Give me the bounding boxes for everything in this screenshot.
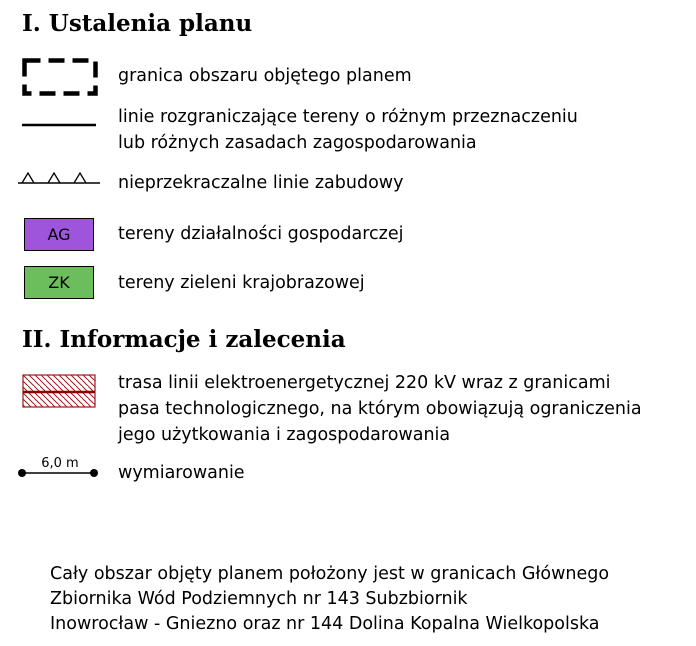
- ag-zone-swatch: AG: [24, 218, 94, 251]
- legend-label-boundary: granica obszaru objętego planem: [118, 66, 412, 86]
- dimension-line-icon: [14, 452, 104, 484]
- note-line-2: Zbiornika Wód Podziemnych nr 143 Subzbiornik: [50, 589, 468, 609]
- dimension-text: 6,0 m: [41, 456, 79, 471]
- legend-label-power-line-3: jego użytkowania i zagospodarowania: [118, 425, 451, 445]
- legend-label-ag: tereny działalności gospodarczej: [118, 224, 404, 244]
- dashed-rectangle-boundary-icon: [20, 56, 100, 100]
- legend-label-power-line-2: pasa technologicznego, na którym obowiązują ograniczenia: [118, 399, 642, 419]
- section-1-title: I. Ustalenia planu: [22, 10, 253, 37]
- legend-label-dividing-lines-2: lub różnych zasadach zagospodarowania: [118, 133, 477, 153]
- legend-label-dimension: wymiarowanie: [118, 463, 245, 483]
- legend-label-dividing-lines-1: linie rozgraniczające tereny o różnym przeznaczeniu: [118, 107, 578, 127]
- section-2-title: II. Informacje i zalecenia: [22, 326, 346, 353]
- triangle-line-icon: [16, 168, 104, 188]
- legend-label-power-line-1: trasa linii elektroenergetycznej 220 kV wraz z granicami: [118, 373, 611, 393]
- note-line-1: Cały obszar objęty planem położony jest w granicach Głównego: [50, 564, 610, 584]
- legend-label-zk: tereny zieleni krajobrazowej: [118, 273, 365, 293]
- solid-line-icon: [20, 120, 100, 130]
- hatched-power-line-corridor-icon: [22, 374, 98, 410]
- note-line-3: Inowrocław - Gniezno oraz nr 144 Dolina Kopalna Wielkopolska: [50, 614, 600, 634]
- groundwater-note: [50, 562, 609, 637]
- legend-label-building-lines: nieprzekraczalne linie zabudowy: [118, 173, 404, 193]
- zk-zone-swatch: ZK: [24, 266, 94, 299]
